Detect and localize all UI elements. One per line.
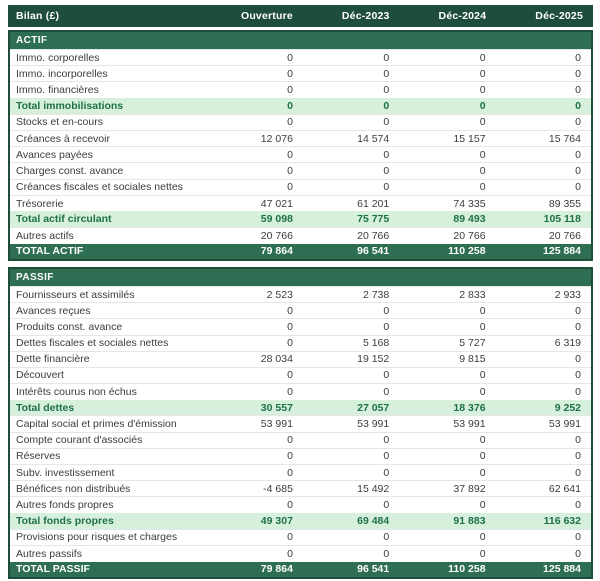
column-header-dec-2024: Déc-2024 (390, 5, 487, 27)
cell-value: 0 (486, 384, 592, 400)
cell-value: 0 (293, 179, 389, 195)
row-label: Stocks et en-cours (9, 114, 197, 130)
cell-value: 53 991 (486, 416, 592, 432)
table-row (9, 286, 592, 302)
cell-value: -4 685 (197, 481, 293, 497)
table-row (9, 562, 592, 578)
cell-value: 0 (197, 147, 293, 163)
cell-value: 53 991 (389, 416, 485, 432)
section-header-passif (9, 268, 592, 287)
cell-value: 53 991 (293, 416, 389, 432)
cell-value: 0 (197, 82, 293, 98)
row-label: Avances reçues (9, 303, 197, 319)
row-label: Total actif circulant (9, 211, 197, 227)
cell-value: 61 201 (293, 195, 389, 211)
cell-value: 0 (389, 66, 485, 82)
table-row (9, 335, 592, 351)
cell-value: 0 (486, 303, 592, 319)
cell-value: 53 991 (197, 416, 293, 432)
cell-value: 110 258 (389, 562, 485, 578)
row-label: Bénéfices non distribués (9, 481, 197, 497)
row-label: Créances fiscales et sociales nettes (9, 179, 197, 195)
cell-value: 47 021 (197, 195, 293, 211)
row-label: Compte courant d'associés (9, 432, 197, 448)
cell-value: 0 (293, 545, 389, 561)
cell-value: 0 (197, 66, 293, 82)
cell-value: 125 884 (486, 562, 592, 578)
cell-value: 0 (197, 335, 293, 351)
column-header-dec-2023: Déc-2023 (293, 5, 390, 27)
cell-value: 0 (486, 529, 592, 545)
table-row (9, 303, 592, 319)
table-row (9, 130, 592, 146)
cell-value: 89 493 (389, 211, 485, 227)
cell-value: 0 (293, 529, 389, 545)
cell-value: 0 (389, 465, 485, 481)
table-row (9, 529, 592, 545)
cell-value: 96 541 (293, 562, 389, 578)
cell-value: 105 118 (486, 211, 592, 227)
cell-value: 0 (486, 82, 592, 98)
cell-value: 0 (293, 66, 389, 82)
row-label: Trésorerie (9, 195, 197, 211)
cell-value: 0 (486, 179, 592, 195)
section-title: PASSIF (9, 268, 592, 287)
cell-value: 0 (486, 545, 592, 561)
row-label: Capital social et primes d'émission (9, 416, 197, 432)
cell-value: 0 (389, 147, 485, 163)
cell-value: 14 574 (293, 130, 389, 146)
cell-value: 20 766 (197, 228, 293, 244)
table-row (9, 228, 592, 244)
cell-value: 0 (486, 319, 592, 335)
cell-value: 0 (486, 147, 592, 163)
column-header-dec-2025: Déc-2025 (486, 5, 593, 27)
cell-value: 49 307 (197, 513, 293, 529)
row-label: Découvert (9, 367, 197, 383)
table-row (9, 66, 592, 82)
cell-value: 2 933 (486, 286, 592, 302)
table-row (9, 481, 592, 497)
cell-value: 0 (389, 448, 485, 464)
cell-value: 59 098 (197, 211, 293, 227)
cell-value: 0 (197, 432, 293, 448)
cell-value: 0 (389, 163, 485, 179)
cell-value: 0 (486, 50, 592, 66)
cell-value: 0 (293, 384, 389, 400)
cell-value: 110 258 (389, 244, 485, 260)
row-label: Total dettes (9, 400, 197, 416)
cell-value: 0 (197, 179, 293, 195)
cell-value: 0 (197, 163, 293, 179)
table-row (9, 211, 592, 227)
cell-value: 18 376 (389, 400, 485, 416)
cell-value: 20 766 (389, 228, 485, 244)
cell-value: 19 152 (293, 351, 389, 367)
cell-value: 0 (389, 82, 485, 98)
table-row (9, 465, 592, 481)
table-row (9, 497, 592, 513)
cell-value: 20 766 (486, 228, 592, 244)
cell-value: 91 883 (389, 513, 485, 529)
cell-value: 0 (293, 98, 389, 114)
cell-value: 69 484 (293, 513, 389, 529)
cell-value: 0 (197, 50, 293, 66)
row-label: Dette financière (9, 351, 197, 367)
cell-value: 0 (293, 319, 389, 335)
section-header-actif (9, 31, 592, 50)
table-row (9, 147, 592, 163)
cell-value: 2 738 (293, 286, 389, 302)
cell-value: 0 (389, 545, 485, 561)
cell-value: 5 168 (293, 335, 389, 351)
row-label: Autres fonds propres (9, 497, 197, 513)
table-row (9, 351, 592, 367)
table-row (9, 179, 592, 195)
cell-value: 0 (293, 50, 389, 66)
cell-value: 116 632 (486, 513, 592, 529)
cell-value: 0 (389, 384, 485, 400)
cell-value: 62 641 (486, 481, 592, 497)
cell-value: 0 (197, 545, 293, 561)
cell-value: 0 (197, 319, 293, 335)
cell-value: 0 (389, 303, 485, 319)
row-label: Provisions pour risques et charges (9, 529, 197, 545)
cell-value: 0 (486, 66, 592, 82)
table-row (9, 384, 592, 400)
row-label: Immo. corporelles (9, 50, 197, 66)
cell-value: 0 (197, 448, 293, 464)
row-label: TOTAL ACTIF (9, 244, 197, 260)
cell-value: 0 (389, 98, 485, 114)
table-row (9, 545, 592, 561)
cell-value: 0 (486, 163, 592, 179)
cell-value: 0 (389, 497, 485, 513)
cell-value: 2 833 (389, 286, 485, 302)
column-header-ouverture: Ouverture (196, 5, 293, 27)
cell-value: 0 (197, 384, 293, 400)
cell-value: 0 (293, 114, 389, 130)
table-row (9, 244, 592, 260)
table-row (9, 195, 592, 211)
cell-value: 0 (389, 432, 485, 448)
table-row (9, 319, 592, 335)
cell-value: 79 864 (197, 244, 293, 260)
cell-value: 0 (389, 114, 485, 130)
cell-value: 0 (293, 432, 389, 448)
cell-value: 0 (389, 319, 485, 335)
cell-value: 15 492 (293, 481, 389, 497)
table-row (9, 513, 592, 529)
row-label: Charges const. avance (9, 163, 197, 179)
cell-value: 15 764 (486, 130, 592, 146)
cell-value: 0 (486, 465, 592, 481)
cell-value: 5 727 (389, 335, 485, 351)
row-label: Total fonds propres (9, 513, 197, 529)
row-label: Réserves (9, 448, 197, 464)
cell-value: 0 (486, 432, 592, 448)
row-label: TOTAL PASSIF (9, 562, 197, 578)
cell-value: 0 (197, 367, 293, 383)
cell-value: 0 (293, 465, 389, 481)
cell-value: 9 252 (486, 400, 592, 416)
cell-value: 0 (293, 82, 389, 98)
cell-value: 0 (197, 465, 293, 481)
cell-value: 37 892 (389, 481, 485, 497)
cell-value: 28 034 (197, 351, 293, 367)
row-label: Subv. investissement (9, 465, 197, 481)
table-row (9, 432, 592, 448)
cell-value: 89 355 (486, 195, 592, 211)
table-row (9, 50, 592, 66)
cell-value: 74 335 (389, 195, 485, 211)
table-row (9, 82, 592, 98)
cell-value: 75 775 (293, 211, 389, 227)
row-label: Immo. financières (9, 82, 197, 98)
actif-section-table (8, 30, 593, 261)
cell-value: 0 (389, 179, 485, 195)
cell-value: 0 (293, 303, 389, 319)
cell-value: 27 057 (293, 400, 389, 416)
cell-value: 0 (197, 98, 293, 114)
cell-value: 0 (389, 529, 485, 545)
table-row (9, 114, 592, 130)
cell-value: 0 (293, 497, 389, 513)
cell-value: 9 815 (389, 351, 485, 367)
row-label: Produits const. avance (9, 319, 197, 335)
cell-value: 15 157 (389, 130, 485, 146)
cell-value: 0 (486, 497, 592, 513)
cell-value: 0 (486, 448, 592, 464)
row-label: Dettes fiscales et sociales nettes (9, 335, 197, 351)
cell-value: 12 076 (197, 130, 293, 146)
cell-value: 0 (486, 351, 592, 367)
table-row (9, 367, 592, 383)
row-label: Fournisseurs et assimilés (9, 286, 197, 302)
passif-section-table (8, 267, 593, 579)
cell-value: 0 (486, 367, 592, 383)
row-label: Total immobilisations (9, 98, 197, 114)
cell-value: 79 864 (197, 562, 293, 578)
cell-value: 125 884 (486, 244, 592, 260)
cell-value: 0 (197, 529, 293, 545)
section-title: ACTIF (9, 31, 592, 50)
cell-value: 0 (293, 367, 389, 383)
cell-value: 0 (293, 163, 389, 179)
cell-value: 0 (197, 114, 293, 130)
cell-value: 0 (197, 497, 293, 513)
row-label: Intérêts courus non échus (9, 384, 197, 400)
row-label: Immo. incorporelles (9, 66, 197, 82)
cell-value: 6 319 (486, 335, 592, 351)
cell-value: 2 523 (197, 286, 293, 302)
cell-value: 30 557 (197, 400, 293, 416)
cell-value: 0 (293, 147, 389, 163)
table-row (9, 163, 592, 179)
cell-value: 0 (389, 367, 485, 383)
row-label: Autres actifs (9, 228, 197, 244)
cell-value: 0 (486, 98, 592, 114)
cell-value: 0 (293, 448, 389, 464)
table-row (9, 448, 592, 464)
table-row (9, 400, 592, 416)
cell-value: 0 (389, 50, 485, 66)
header-row (8, 5, 593, 27)
row-label: Créances à recevoir (9, 130, 197, 146)
balance-sheet-header (8, 5, 593, 27)
table-title: Bilan (£) (8, 5, 196, 27)
table-row (9, 416, 592, 432)
table-row (9, 98, 592, 114)
cell-value: 96 541 (293, 244, 389, 260)
row-label: Autres passifs (9, 545, 197, 561)
cell-value: 20 766 (293, 228, 389, 244)
row-label: Avances payées (9, 147, 197, 163)
cell-value: 0 (197, 303, 293, 319)
cell-value: 0 (486, 114, 592, 130)
